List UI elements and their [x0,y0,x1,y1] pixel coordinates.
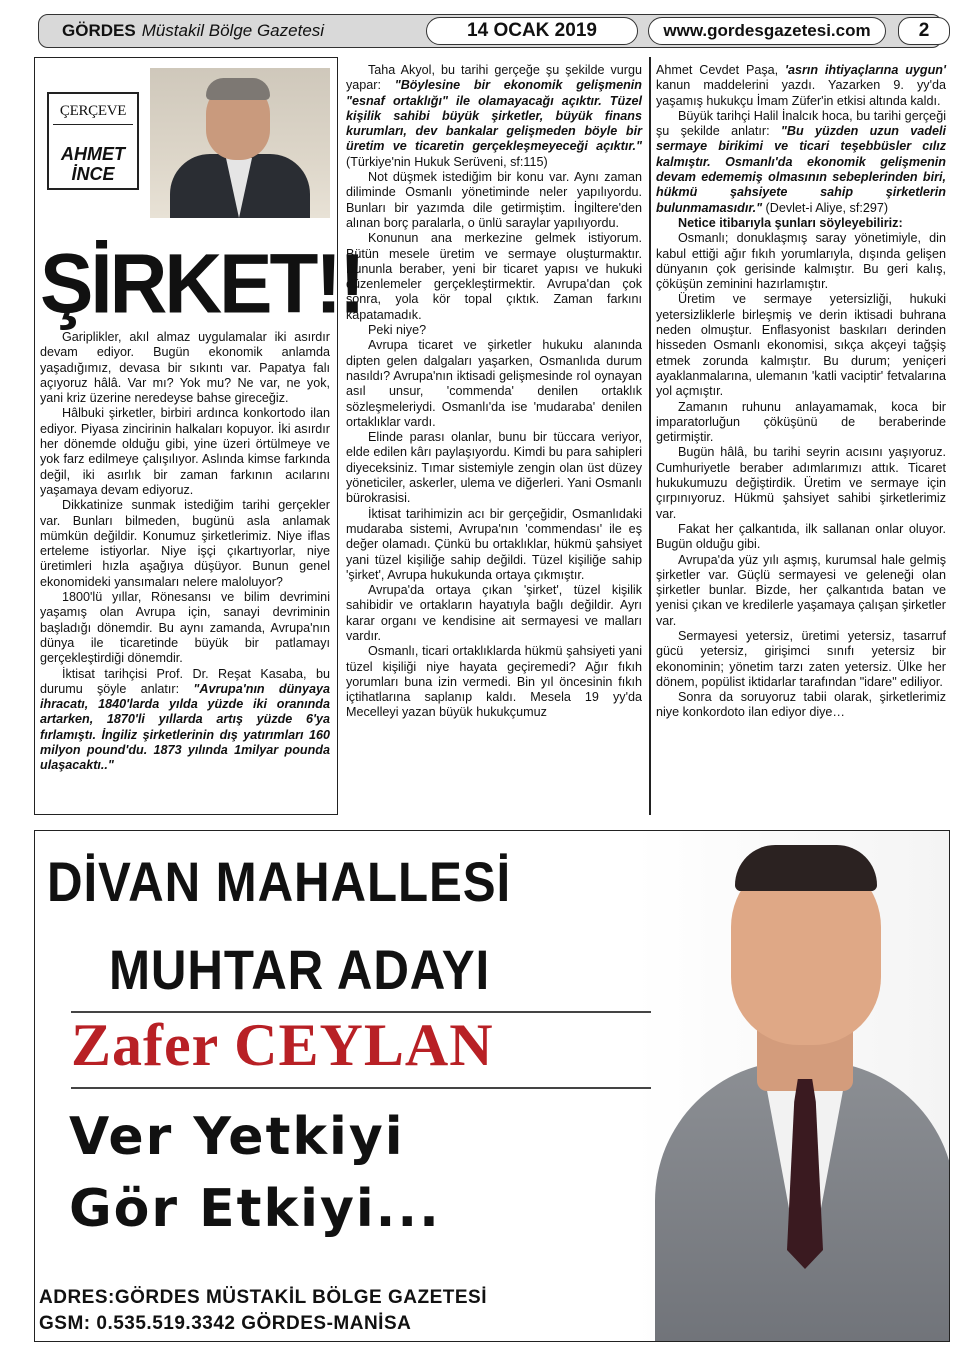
paragraph: Sonra da soruyoruz tabii olarak, şirketlerimiz niye konkordoto ilan ediyor diye… [656,690,946,720]
paragraph: Avrupa'da ortaya çıkan 'şirket', tüzel kişilik sahibidir ve ortakların hayatıyla bağlı değildir. Ayrı karar organı ve kendisine ait sermayesi ve malları vardır. [346,583,642,643]
paragraph: Fakat her çalkantıda, ilk sallanan onlar oluyor. Bugün olduğu gibi. [656,521,946,552]
issue-date: 14 OCAK 2019 [426,17,638,45]
citation: (Devlet-i Aliye, sf:297) [762,200,889,215]
paragraph [656,63,946,109]
ad-headline-1: DİVAN MAHALLESİ [47,850,512,913]
paragraph: Elinde parası olanlar, bunu bir tüccara veriyor, elde edilen kârı paylaşıyordu. Kimdi bu para sahipleri diyeceksiniz. Tımar sistemiyle zengin olan üst düzey yöneticiler, askerler, ulema ve diğerleri. Yani Osmanlı bürokrasisi. [346,430,642,506]
masthead [62,17,324,45]
quote: "Avrupa'nın dünyaya ihracatı, 1840'larda yılda yüzde iki oranında artarken, 1870'li yıllarda artış yüzde 6'ya fırlamıştı. İngiliz şirketlerinin dış yatırımları 160 milyon pound'du. 1873 yılında 1milyar pounda ulaşacaktı.." [40,681,330,773]
candidate-name: Zafer CEYLAN [71,1012,494,1078]
paragraph-text: Büyük tarihçi Halil İnalcık hoca, bu tarihi gerçeği şu şekilde anlatır: [656,108,946,139]
paragraph: Konunun ana merkezine gelmek istiyorum. Bütün mesele üretim ve sermaye oluşturmaktır. Bununla beraber, yeni bir ticaret yapısı ve hukuki düzenlemeler gerçekleştirmektir. Avrupa'dan çok sonra, yola kör topal çıktık. Zaman farkını kapatamadık. [346,231,642,322]
paragraph: Not düşmek istediğim bir konu var. Aynı zaman diliminde Osmanlı yönetiminde neler yapılıyordu. Bunları bir yazımda dile getirmiştim. İngiltere'den alınan borç paralarla, o ünlü saraylar yapılıyordu. [346,170,642,230]
ad-slogan-2: Gör Etkiyi... [69,1179,441,1239]
ad-headline-2: MUHTAR ADAYI [109,938,491,1001]
paragraph-text: İktisat tarihçisi Prof. Dr. Reşat Kasaba, bu durumu şöyle anlatır: [40,666,330,696]
quote: 'asrın ihtiyaçlarına uygun' [784,63,946,77]
paragraph: 1800'lü yıllar, Rönesansı ve bilim devrimini yaşamış olan Avrupa için, sanayi devriminin başladığı dönemdir. Bu aynı zamanda, Avrupa'nın dünya ile ticaretinde büyük bir patlamayı gerçekleştirdiği dönemdir. [40,590,330,666]
paper-subtitle: Müstakil Bölge Gazetesi [141,21,325,40]
article-column-2 [346,63,642,721]
paragraph: Osmanlı, ticari ortaklıklarda hükmü şahsiyeti yani tüzel kişiliği niye hayata geçiremedi? Ağır fıkıh yorumları buna izin vermedi. Bin yıl öncesinin fıkıh içtihatlarına saplanıp kaldı. Mesela 19 yy'da Mecelleyi yazan büyük hukukçumuz [346,644,642,720]
paragraph: Üretim ve sermaye yetersizliği, hukuki yetersizliklerle birleşmiş ve derin iktisadi buhrana neden olmuştur. Enflasyonist baskıları derinden hisseden Osmanlı ekonomisi, sıkça akçeyi tağşiş etmek zorunda kalmıştır. Bu durum; yeniçeri ayaklanmalarına, ulemanın 'katli vaciptir' fetvalarına yol açmıştır. [656,292,946,399]
paragraph: Dikkatinize sunmak istediğim tarihi gerçekler var. Bunları bilmeden, bugünü asla anlamak mümkün değildir. Konumuz şirketlerimiz. Niye iflas erteleme istiyorlar. Niye işçi çıkartıyorlar, niye üretimleri hızla aşağıya düşüyor. Bunun genel ekonomideki yansımaları nelere maloluyor? [40,498,330,589]
paragraph: Hâlbuki şirketler, birbiri ardınca konkortodo ilan ediyor. Piyasa zincirinin halkaları kopuyor. İki asırdır her dönemde olduğu gibi, yine üzeri örtülmeye ve yok farz edilmeye çalışılıyor. Aslında kimse farkında değil, iki asırlık bir zaman farkının acılarını yaşamaya devam ediyoruz. [40,406,330,497]
paragraph: Avrupa'da yüz yılı aşmış, kurumsal hale gelmiş şirketler var. Güçlü sermayesi ve geleneği olan şirketler bunlar. Bizde, her çalkantıda batan ve yenisi çıkan ve kredilerle yaşamaya çalışan şirketler var. [656,552,946,628]
paragraph-text: kanun maddelerini yazdı. Yazarken 9. yy'da yaşamış hukukçu İmam Züfer'in etkisi altında kaldı. [656,78,946,108]
column-divider [649,57,651,815]
article-column-3 [656,63,946,721]
ad-address: ADRES:GÖRDES MÜSTAKİL BÖLGE GAZETESİ [39,1287,487,1308]
website-link[interactable]: www.gordesgazetesi.com [648,17,886,45]
paragraph [656,109,946,216]
page-number: 2 [898,17,950,45]
ad-slogan-1: Ver Yetkiyi [69,1107,405,1167]
paragraph: Sermayesi yetersiz, üretimi yetersiz, tasarruf gücü yetersiz, girişimci sınıfı yetersiz bir ekonominin; yönetim tarzı zaten yetersiz. Ülke her dönem, popülist iktidarlar tarafından "idare" ediliyor. [656,628,946,689]
column-badge [47,92,139,190]
paragraph: Avrupa ticaret ve şirketler hukuku alanında dipten gelen dalgaları yaşarken, Osmanlıda durum nasıldı? Avrupa'nın iktisadi gelişmesinde rol oynayan asıl unsur, 'commenda' denilen ortaklık sözleşmeleriydi. Osmanlı'da ise 'mudaraba' denilen ortaklıklar vardı. [346,338,642,429]
candidate-photo [635,831,950,1342]
author-first-name: AHMET [61,144,125,164]
campaign-advertisement [34,830,950,1342]
column-label: ÇERÇEVE [53,98,133,125]
quote: "Böylesine bir ekonomik gelişmenin "esnaf ortaklığı" ile olamayacağı açıktır. Tüzel kişilik sahibi büyük şirketler, büyük finans kurumları, dev bankalar gelişmeden böyle bir üretim ve ticaretin gerçekleşmeyeceği açıktır." [346,78,642,154]
paper-name: GÖRDES [62,21,136,40]
paragraph: İktisat tarihimizin acı bir gerçeğidir, Osmanlıdaki mudaraba sistemi, Avrupa'nın 'commendası' ile eş değer olamadı. Çünkü bu ortaklıklar, hükmü şahsiyet yani tüzel kişiliğe sahip değildi. Tüzel kişiliğe sahip 'şirket', Avrupa hukukunda ortaya çıkmıştır. [346,506,642,582]
paragraph: Osmanlı; donuklaşmış saray yönetimiyle, din kabul ettiği ağır fıkıh yorumlarıyla, dışında gelişen dünyanın çok gerisinde kalmıştır. Bu geri kalış, çöküşün zeminini hazırlamıştır. [656,231,946,292]
ad-underline [71,1087,651,1089]
paragraph: Bugün hâlâ, bu tarihi seyrin acısını yaşıyoruz. Cumhuriyetle beraber adımlarımızı attık. Ticaret hukukumuzu değiştirdik. Üretim ve sermaye için çırpınıyoruz. Hükmü şahsiyet sahibi şirketlerimiz var. [656,445,946,521]
citation: (Türkiye'nin Hukuk Serüveni, sf:115) [346,154,548,169]
author-name [49,144,137,184]
paragraph: Zamanın ruhunu anlayamamak, koca bir imparatorluğun çöküşünü de beraberinde getirmiştir. [656,399,946,445]
paragraph [40,667,330,774]
paragraph-text: Ahmet Cevdet Paşa, [656,63,785,77]
author-photo [150,68,330,218]
paragraph: Peki niye? [368,323,427,338]
article-title: ŞİRKET!! [40,236,363,331]
paragraph [346,63,642,170]
article-column-1 [40,330,330,774]
paragraph: Gariplikler, akıl almaz uygulamalar iki asırdır devam ediyor. Bugün ekonomik anlamda yaşadığımız, devasa bir sıkıntı var. Papatya falı açıyoruz hâlâ. Var mı? Yok mu? Ne var, ne yok, yani kriz üzerine neredeyse bahse gireceğiz. [40,330,330,406]
quote: "Bu yüzden uzun vadeli sermaye birikimi ve ticari teşebbüsler cılız kalmıştır. Osmanlı'da ekonomik gelişmenin devam edememiş olmasının sebeplerinden biri, hükmü şahsiyete sahip şirketlerin bulunmamasıdır." [656,124,946,215]
subheading: Netice itibarıyla şunları söyleyebiliriz: [678,215,903,230]
paragraph-text: Taha Akyol, bu tarihi gerçeğe şu şekilde vurgu yapar: [346,63,642,93]
ad-phone: GSM: 0.535.519.3342 GÖRDES-MANİSA [39,1313,412,1334]
author-last-name: İNCE [71,164,115,184]
